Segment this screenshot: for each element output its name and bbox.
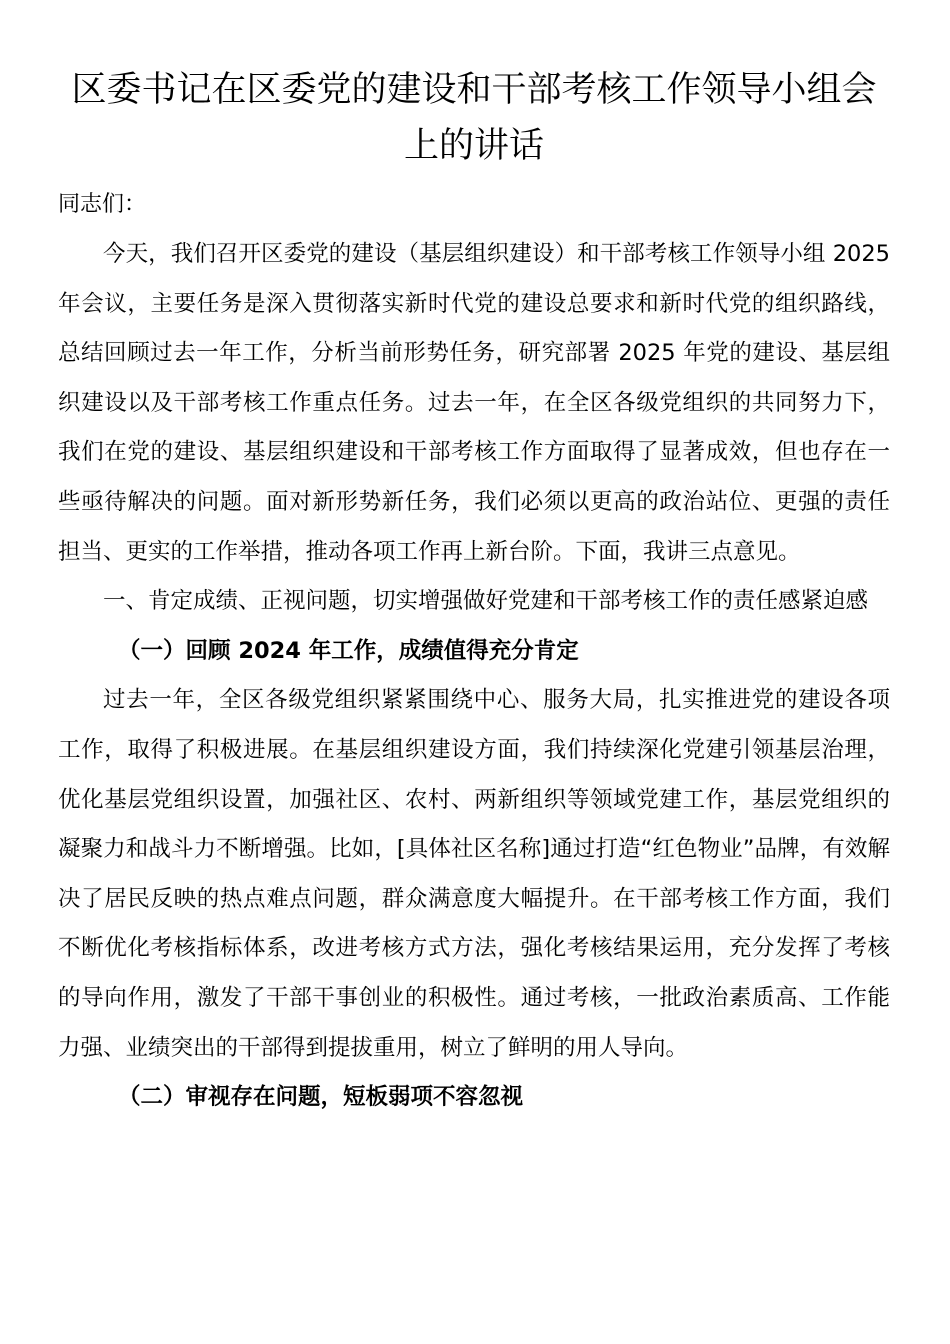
subsection-heading-1: （一）回顾 2024 年工作，成绩值得充分肯定: [118, 637, 579, 664]
document-page: [58, 62, 890, 1123]
subsection-1-body: 过去一年，全区各级党组织紧紧围绕中心、服务大局，扎实推进党的建设各项工作，取得了积极进展。在基层组织建设方面，我们持续深化党建引领基层治理，优化基层党组织设置，加强社区、农村、两新组织等领域党建工作，基层党组织的凝聚力和战斗力不断增强。比如，[具体社区名称]通过打造“红色物业”品牌，有效解决了居民反映的热点难点问题，群众满意度大幅提升。在干部考核工作方面，我们不断优化考核指标体系，改进考核方式方法，强化考核结果运用，充分发挥了考核的导向作用，激发了干部干事创业的积极性。通过考核，一批政治素质高、工作能力强、业绩突出的干部得到提拔重用，树立了鲜明的用人导向。: [58, 687, 890, 1061]
salutation: 同志们：: [58, 192, 147, 217]
section-heading-1: 一、肯定成绩、正视问题，切实增强做好党建和干部考核工作的责任感紧迫感: [103, 588, 869, 615]
intro-paragraph: 今天，我们召开区委党的建设（基层组织建设）和干部考核工作领导小组 2025 年会议，主要任务是深入贯彻落实新时代党的建设总要求和新时代党的组织路线，总结回顾过去一年工作，分析当前形势任务，研究部署 2025 年党的建设、基层组织建设以及干部考核工作重点任务。过去一年，在全区各级党组织的共同努力下，我们在党的建设、基层组织建设和干部考核工作方面取得了显著成效，但也存在一些亟待解决的问题。面对新形势新任务，我们必须以更高的政治站位、更强的责任担当、更实的工作举措，推动各项工作再上新台阶。下面，我讲三点意见。: [58, 241, 890, 565]
subsection-heading-2: （二）审视存在问题，短板弱项不容忽视: [118, 1084, 524, 1111]
document-title: 区委书记在区委党的建设和干部考核工作领导小组会上的讲话: [71, 70, 877, 166]
